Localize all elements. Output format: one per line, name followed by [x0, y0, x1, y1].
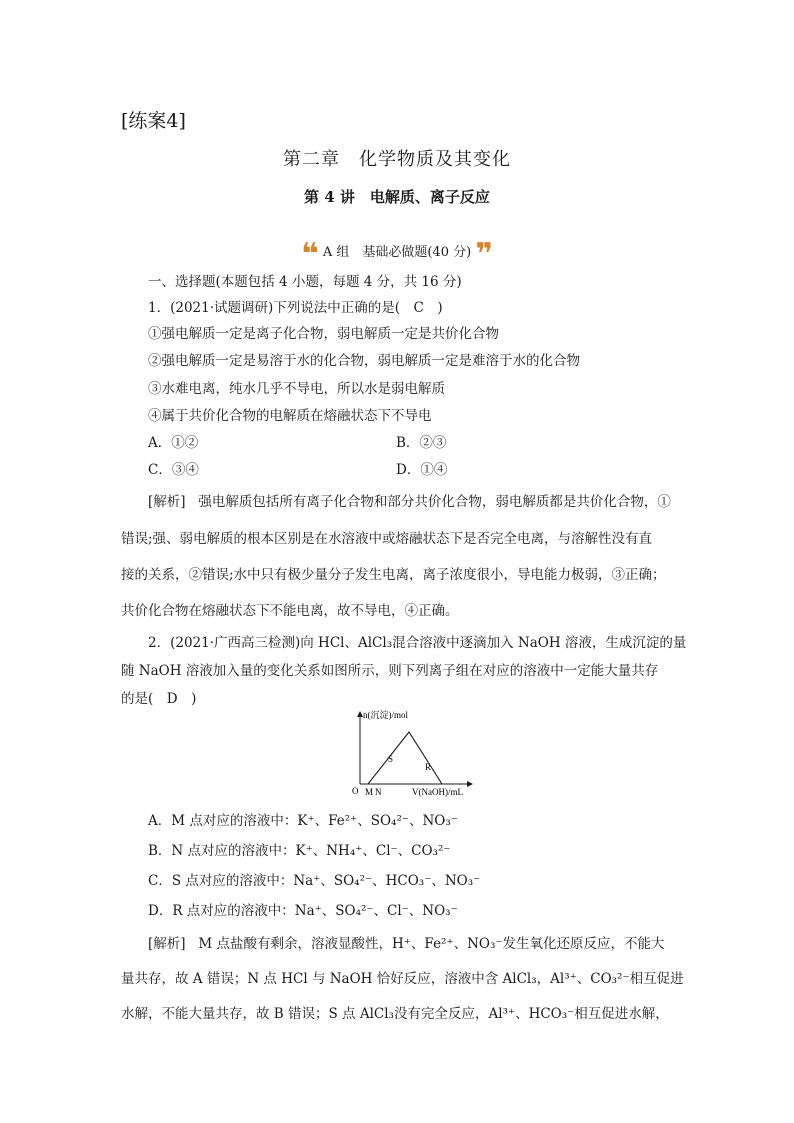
- chapter-title: 第二章 化学物质及其变化: [283, 149, 511, 170]
- section-heading: 一、选择题(本题包括 4 小题，每题 4 分，共 16 分): [148, 274, 462, 290]
- q1-analysis-line-1: [148, 490, 671, 510]
- q2-option-b: B．N 点对应的溶液中：K⁺、NH₄⁺、Cl⁻、CO₃²⁻: [148, 843, 451, 859]
- q1-option-c: C．③④: [148, 462, 199, 478]
- q1-option-a: A．①②: [148, 435, 199, 451]
- precipitate-curve: [368, 732, 442, 784]
- q2-analysis-line-2: 量共存，故 A 错误；N 点 HCl 与 NaOH 恰好反应，溶液中含 AlCl₃，Al³⁺、CO₃²⁻相互促进: [121, 971, 684, 987]
- q2-stem-line-3: 的是( D ): [121, 691, 197, 707]
- q2-option-a: A．M 点对应的溶液中：K⁺、Fe²⁺、SO₄²⁻、NO₃⁻: [148, 813, 458, 829]
- q1-analysis-text-1: 强电解质包括所有离子化合物和部分共价化合物，弱电解质都是共价化合物，①: [198, 494, 671, 510]
- q1-analysis-label: [解析]: [148, 494, 186, 510]
- point-s-label: S: [388, 754, 394, 764]
- q1-analysis-line-3: 接的关系，②错误;水中只有极少量分子发生电离，离子浓度很小，导电能力极弱，③正确；: [121, 567, 666, 583]
- q1-option-b: B．②③: [396, 435, 447, 451]
- group-heading: [0, 237, 794, 272]
- exercise-tag: [练案4]: [121, 110, 186, 132]
- group-title: A 组 基础必做题(40 分): [322, 245, 472, 260]
- lecture-title: 第 4 讲 电解质、离子反应: [304, 188, 490, 206]
- q2-option-d: D．R 点对应的溶液中：Na⁺、SO₄²⁻、Cl⁻、NO₃⁻: [148, 903, 458, 919]
- q1-statement-2: ②强电解质一定是易溶于水的化合物，弱电解质一定是难溶于水的化合物: [148, 353, 580, 369]
- q2-stem-line-1: 2．(2021·广西高三检测)向 HCl、AlCl₃混合溶液中逐滴加入 NaOH 溶液，生成沉淀的量: [148, 635, 687, 651]
- q1-statement-4: ④属于共价化合物的电解质在熔融状态下不导电: [148, 408, 432, 424]
- q1-analysis-line-2: 错误;强、弱电解质的根本区别是在水溶液中或熔融状态下是否完全电离，与溶解性没有直: [121, 531, 653, 547]
- x-axis-label: V(NaOH)/mL: [412, 787, 463, 797]
- precipitate-graph: [350, 708, 485, 803]
- q1-analysis-line-4: 共价化合物在熔融状态下不能电离，故不导电，④正确。: [121, 603, 459, 619]
- q2-analysis-line-1: [148, 932, 665, 952]
- q1-statement-3: ③水难电离，纯水几乎不导电，所以水是弱电解质: [148, 381, 445, 397]
- point-m-label: M: [365, 787, 374, 797]
- q2-analysis-label: [解析]: [148, 936, 186, 952]
- origin-label: O: [352, 786, 359, 796]
- q1-option-d: D．①④: [396, 462, 448, 478]
- q2-stem-line-2: 随 NaOH 溶液加入量的变化关系如图所示，则下列离子组在对应的溶液中一定能大量共存: [121, 663, 659, 679]
- q2-option-c: C．S 点对应的溶液中：Na⁺、SO₄²⁻、HCO₃⁻、NO₃⁻: [148, 873, 481, 889]
- point-r-label: R: [425, 762, 432, 772]
- close-quote-icon: ❞: [475, 237, 493, 272]
- y-axis-label: n(沉淀)/mol: [363, 710, 408, 720]
- point-n-label: N: [375, 787, 382, 797]
- q2-analysis-text-1: M 点盐酸有剩余，溶液显酸性，H⁺、Fe²⁺、NO₃⁻发生氧化还原反应，不能大: [198, 936, 665, 952]
- open-quote-icon: ❝: [301, 237, 319, 272]
- q2-analysis-line-3: 水解，不能大量共存，故 B 错误；S 点 AlCl₃没有完全反应，Al³⁺、HCO₃⁻相互促进水解，: [121, 1006, 669, 1022]
- q1-stem: 1．(2021·试题调研)下列说法中正确的是( C ): [148, 300, 443, 316]
- q1-statement-1: ①强电解质一定是离子化合物，弱电解质一定是共价化合物: [148, 326, 499, 342]
